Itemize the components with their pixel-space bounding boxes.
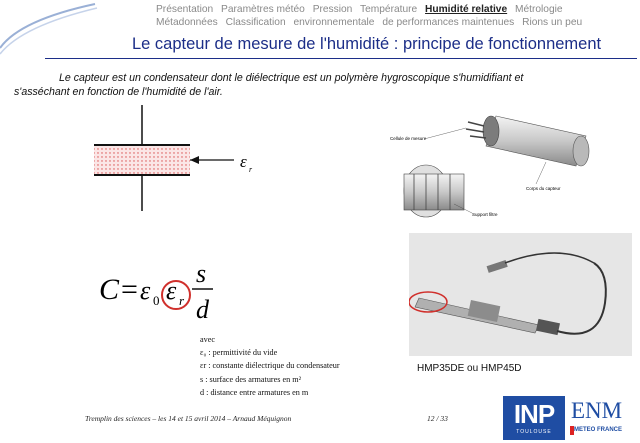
svg-text:=: = [121, 273, 138, 306]
nav-temperature[interactable]: Température [360, 4, 418, 15]
capacitance-formula [95, 255, 225, 327]
nav-performances-maintenues[interactable]: de performances maintenues [382, 17, 515, 28]
sensor-photo [409, 233, 632, 356]
svg-text:Support filtre: Support filtre [472, 212, 498, 217]
svg-text:C: C [99, 273, 120, 306]
svg-text:Cellule de mesure: Cellule de mesure [390, 136, 427, 141]
formula-legend [200, 333, 400, 399]
legend-surface: s : surface des armatures en m² [200, 374, 302, 384]
nav-metrologie[interactable]: Métrologie [514, 4, 563, 15]
footer-text: Tremplin des sciences – les 14 et 15 avril 2014 – Arnaud Méquignon [85, 414, 292, 423]
svg-text:s: s [196, 259, 207, 288]
photo-caption: HMP35DE ou HMP45D [417, 363, 522, 374]
page-number: 12 / 33 [427, 414, 448, 423]
legend-eps0: ε₀ : permittivité du vide [200, 348, 278, 358]
decorative-arc [0, 0, 100, 60]
epsilon-sub: r [249, 165, 253, 174]
svg-text:r: r [179, 293, 185, 308]
sensor-cutaway-diagram [386, 96, 636, 224]
svg-text:0: 0 [153, 293, 160, 308]
nav-pression[interactable]: Pression [312, 4, 353, 15]
title-divider [45, 58, 637, 59]
legend-avec: avec [200, 335, 215, 344]
nav-metadonnees[interactable]: Métadonnées [156, 17, 218, 28]
inp-logo: INP TOULOUSE [503, 396, 565, 440]
nav-classification[interactable]: Classification [225, 17, 286, 28]
page-title: Le capteur de mesure de l'humidité : principe de fonctionnement [132, 35, 602, 53]
nav-presentation[interactable]: Présentation [156, 4, 214, 15]
enm-logo: ENM METEO FRANCE [568, 396, 638, 440]
nav-rions-un-peu[interactable]: Rions un peu [522, 17, 583, 28]
svg-text:d: d [196, 295, 209, 324]
nav-parametres-meteo[interactable]: Paramètres météo [221, 4, 305, 15]
svg-text:ε: ε [140, 276, 151, 305]
svg-text:ε: ε [166, 276, 177, 305]
capacitor-diagram [84, 103, 284, 213]
epsilon-label: ε [240, 152, 247, 171]
slide-navigation [156, 3, 636, 29]
nav-environnementale[interactable]: environnementale [293, 17, 375, 28]
svg-text:Corps du capteur: Corps du capteur [526, 186, 561, 191]
nav-humidite-relative[interactable]: Humidité relative [425, 4, 508, 15]
intro-text: Le capteur est un condensateur dont le diélectrique est un polymère hygroscopique s'humidifiant et s'asséchant en fonction de l'humidité de l'air. [14, 72, 524, 98]
legend-epsr: εr : constante diélectrique du condensateur [200, 361, 340, 371]
legend-distance: d : distance entre armatures en m [200, 387, 309, 397]
